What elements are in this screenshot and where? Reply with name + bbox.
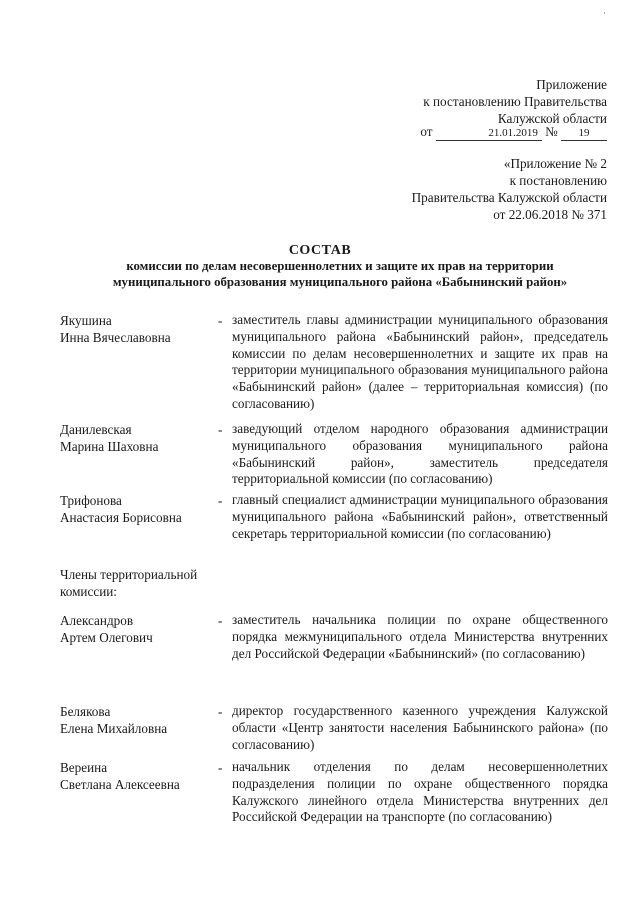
members-heading-line-2: комиссии:: [60, 584, 117, 599]
person-description: заведующий отделом народного образования администрации муниципального образования муниципального района «Бабынинский район», заместитель председателя территориальной комиссии (по согласованию): [232, 421, 608, 487]
person-name: [60, 312, 215, 346]
person-description: главный специалист администрации муниципального образования муниципального района «Бабынинский район», ответственный секретарь территориальной комиссии (по согласованию): [232, 492, 608, 541]
dash-separator: -: [218, 613, 223, 628]
appendix2-line-2: к постановлению: [509, 173, 607, 188]
dash-separator: -: [218, 704, 223, 719]
person-description: заместитель начальника полиции по охране общественного порядка межмуниципального отдела Министерства внутренних дел Российской Федерации «Бабынинский» (по согласованию): [232, 612, 608, 661]
number-label: №: [545, 124, 558, 139]
dash-separator: -: [218, 313, 223, 328]
person-given-name: Елена Михайловна: [60, 721, 168, 736]
person-surname: Белякова: [60, 704, 111, 719]
subtitle-line-1: комиссии по делам несовершеннолетних и защите их прав на территории: [126, 259, 554, 273]
appendix-line-3: Калужской области: [497, 111, 607, 126]
document-title: СОСТАВ: [288, 243, 352, 258]
person-given-name: Инна Вячеславовна: [60, 330, 171, 345]
dash-separator: -: [218, 493, 223, 508]
person-description: директор государственного казенного учреждения Калужской области «Центр занятости населения Бабынинского района» (по согласованию): [232, 703, 608, 752]
person-surname: Данилевская: [60, 422, 132, 437]
person-name: [60, 612, 215, 646]
scan-speck: ·: [603, 8, 606, 18]
number-value: 19: [561, 127, 607, 141]
person-name: [60, 703, 215, 737]
person-surname: Вереина: [60, 760, 108, 775]
date-number-line: [420, 124, 607, 141]
person-given-name: Светлана Алексеевна: [60, 777, 180, 792]
appendix2-header: [412, 155, 607, 223]
dash-separator: -: [218, 422, 223, 437]
dash-separator: -: [218, 760, 223, 775]
person-name: [60, 421, 215, 455]
appendix-line-1: Приложение: [536, 77, 607, 92]
document-subtitle: [70, 258, 610, 290]
appendix2-line-4: от 22.06.2018 № 371: [493, 207, 607, 222]
person-surname: Трифонова: [60, 493, 122, 508]
person-name: [60, 759, 215, 793]
person-surname: Якушина: [60, 313, 112, 328]
members-heading: [60, 566, 220, 600]
date-prefix: от: [420, 124, 433, 139]
appendix2-line-1: «Приложение № 2: [503, 156, 607, 171]
person-given-name: Артем Олегович: [60, 630, 153, 645]
date-value: 21.01.2019: [436, 127, 542, 141]
person-surname: Александров: [60, 613, 134, 628]
appendix2-line-3: Правительства Калужской области: [411, 190, 607, 205]
members-heading-line-1: Члены территориальной: [60, 567, 198, 582]
subtitle-line-2: муниципального образования муниципального района «Бабынинский район»: [112, 275, 568, 289]
appendix-header: [423, 76, 607, 127]
person-name: [60, 492, 215, 526]
appendix-line-2: к постановлению Правительства: [423, 94, 607, 109]
person-given-name: Марина Шаховна: [60, 439, 159, 454]
person-given-name: Анастасия Борисовна: [60, 510, 182, 525]
person-description: начальник отделения по делам несовершеннолетних подразделения полиции по охране общественного порядка Калужского линейного отдела Министерства внутренних дел Российской Федерации на транспорте (по согласованию): [232, 759, 608, 825]
person-description: заместитель главы администрации муниципального образования муниципального района «Бабынинский район», председатель комиссии по делам несовершеннолетних и защите их прав на территории муниципального образования муниципального района «Бабынинский район» (далее – территориальная комиссия) (по согласованию): [232, 312, 608, 411]
